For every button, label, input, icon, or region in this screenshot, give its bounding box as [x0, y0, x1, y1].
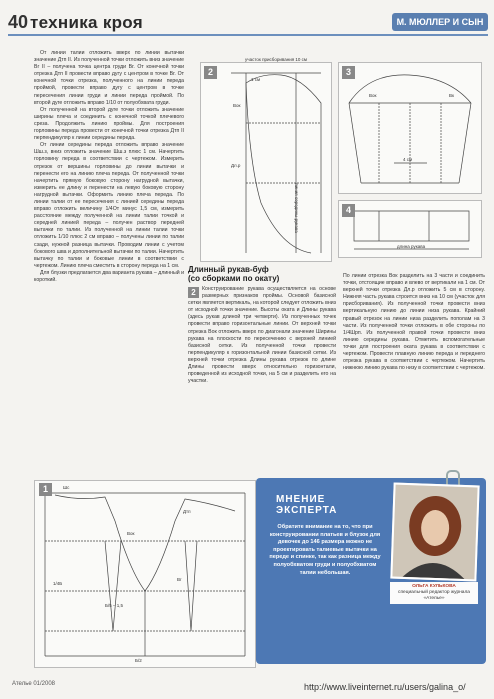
issue-footer: Ателье 01/2008: [12, 681, 56, 687]
paragraph: От полученной на второй дуге точки отложить значение ширины плеча и соединить с конечной точкой плечевого среза. Продолжить линию проймы. Для построения горловины переда провести от конечной точки отрезка Дтп II перпендикуляр к линии середины переда.: [34, 106, 184, 142]
step-badge: 2: [188, 287, 199, 298]
figure-label: участок присборивания 10 см: [245, 57, 308, 62]
section-title: техника кроя: [30, 13, 143, 32]
figure-label: 1/4Б: [53, 581, 63, 586]
expert-heading: [276, 494, 376, 516]
paragraph: От линии середины переда отложить вправо значение Шш.з, вниз отложить значение Шш.з плюс 1 см. Начертить горловину переда в соответствии с чертежом. Измерить отрезок от вершины горловины до линии вытачки и перенести его на линию плеча переда. От полученной точки начертить прямую боковую сторону нагрудной вытачки, измерить ее длину и перенести на левую боковую сторону нагрудной вытачки. Оформить линию плеча переда. По линии талии от ее пересечения с линией середины переда вправо отложить величину 1/4От минус 1,5 см, измерить расстояние между полученной на линии талии точкой и середней линией переда – получен раствор передней вытачки по талии. Из полученной на линии талии точки отложить 1/10 плюс 2 см вправо – получены линии по талии сзади, нужной разница вытачки. Проводим линии с учетом бокового шва и дополнительной вытачки по талии. Начертить вытачку по талии и боковые линии в соответствии с чертежом. Линию плеча сместить в сторону переда на 1 см.: [34, 142, 184, 269]
expert-caption: [390, 582, 478, 604]
figure-label: Вг: [177, 577, 182, 582]
figure-label: линия середины рукава: [294, 183, 299, 233]
figure-label: Вок: [127, 531, 135, 536]
source-badge: М. МЮЛЛЕР И СЫН: [392, 13, 488, 31]
expert-name: ОЛЬГА КУЛЬКОВА: [412, 584, 456, 589]
middle-text-column: [188, 286, 336, 385]
figure-label: Б/2: [135, 658, 142, 663]
paragraph: По линии отрезка Вок разделить на 3 части и соединить точки, отстоящие вправо и влево от вертикали на 1 см. От верхней точки отрезка Дл.р отложить 5 см в сторону. Нижняя часть рукава строится вниз на 10 см (участок для присборивания). Из полученной точки провести вниз вертикальную линию до линии низа рукава. Крайний правый отрезок на линии низа разделить пополам на 3 части. Из полученной точки отложить в обе стороны по 1/4Шрп. Из полученной правой точки провести вниз линию середины рукава. Отметить вспомогательные точки для построения оката рукава в соответствии с чертежом. Провести плавную линию переда и переднего отрезка рукава в соответствии с чертежом. Начертить нижнюю линию рукава по низу в соответствии с чертежом.: [343, 273, 485, 372]
sleeve-cut-drawing: [339, 63, 481, 193]
figure-number: 1: [39, 483, 52, 496]
expert-heading-line: ЭКСПЕРТА: [276, 505, 338, 516]
figure-label: 1 см: [251, 77, 261, 82]
figure-label: Б/5 – 1,5: [105, 603, 123, 608]
header-divider: [8, 34, 488, 36]
figure-4-sleeve-length: [338, 200, 482, 258]
paragraph: От линии талии отложить вверх по линии вытачки значение Дтп II. Из полученной точки отложить вниз значение Вг II – получена точка центра груди Вг. От конечной точки отрезка Дтп II провести вправо дугу с центром в точке Вг. От конечной точки отрезка, полученного на линии переда проймой, провести вправо дугу с центром в точке пересечения линии груди и линии переда проймой. По второй дуге отложить вправо 1/10 от полуобхвата груди.: [34, 50, 184, 106]
expert-photo: [390, 483, 479, 582]
left-text-column: [34, 50, 184, 284]
expert-role: специальный редактор журнала «Ателье»: [398, 590, 470, 601]
figure-label: Дл.р: [231, 163, 241, 168]
article-title: [188, 265, 348, 283]
figure-3-sleeve-cut: [338, 62, 482, 194]
article-subheading: (со сборками по окату): [188, 274, 280, 283]
figure-number: 4: [342, 204, 355, 217]
right-text-column: [343, 273, 485, 372]
sleeve-draft-drawing: [201, 63, 331, 261]
figure-label: 4 см: [403, 157, 413, 162]
figure-2-sleeve-draft: [200, 57, 332, 262]
portrait-image: [392, 485, 477, 580]
figure-label: Дтп: [183, 509, 191, 514]
page-number: 40: [8, 12, 29, 32]
source-url: http://www.liveinternet.ru/users/galina_o/: [304, 682, 466, 692]
figure-label: Вк: [449, 93, 454, 98]
page-header: [0, 0, 494, 40]
paragraph: Конструирование рукава осуществляется на основе размерных признаков проймы. Основой базисной сетки является вертикаль, на которой следует отложить вниз от исходной точки значение. Высоты оката и Длины рукава (здесь рукав длиной три четверти). Из полученных точек провести вправо горизонтальные линии. От верхней точки отрезка Вок отложить вверх по диагонали значение Ширины рукава на плоскости по пересечению с верхней линией базисной сетки. Из полученной точки провести перпендикуляр к горизонтальной линии базисной сетки. Из верхней точки отрезка Длины рукава отрезок по длине Длины провести вверх относительно горизонтали, проведенной из исходной точки, на 5 см и разделить его на участки.: [188, 286, 336, 385]
figure-label: длина рукава: [397, 244, 426, 249]
expert-quote: Обратите внимание на то, что при конструировании платьев и блузок для девочек до 146 размера можно не проектировать талиевые вытачки на переде и спинке, так как разница между полуобхватом груди и полуобхватом талии небольшая.: [269, 524, 381, 576]
figure-label: Вок: [233, 103, 241, 108]
article-heading: Длинный рукав-буф: [188, 265, 269, 274]
figure-label: Шс: [63, 485, 70, 490]
bodice-draft-drawing: [35, 481, 255, 667]
figure-number: 3: [342, 66, 355, 79]
figure-label: Вок: [369, 93, 377, 98]
expert-heading-line: МНЕНИЕ: [276, 494, 326, 505]
figure-1-bodice-draft: [34, 480, 256, 668]
paragraph: Для блузки предлагается два варианта рукава – длинный и короткий.: [34, 269, 184, 283]
figure-number: 2: [204, 66, 217, 79]
